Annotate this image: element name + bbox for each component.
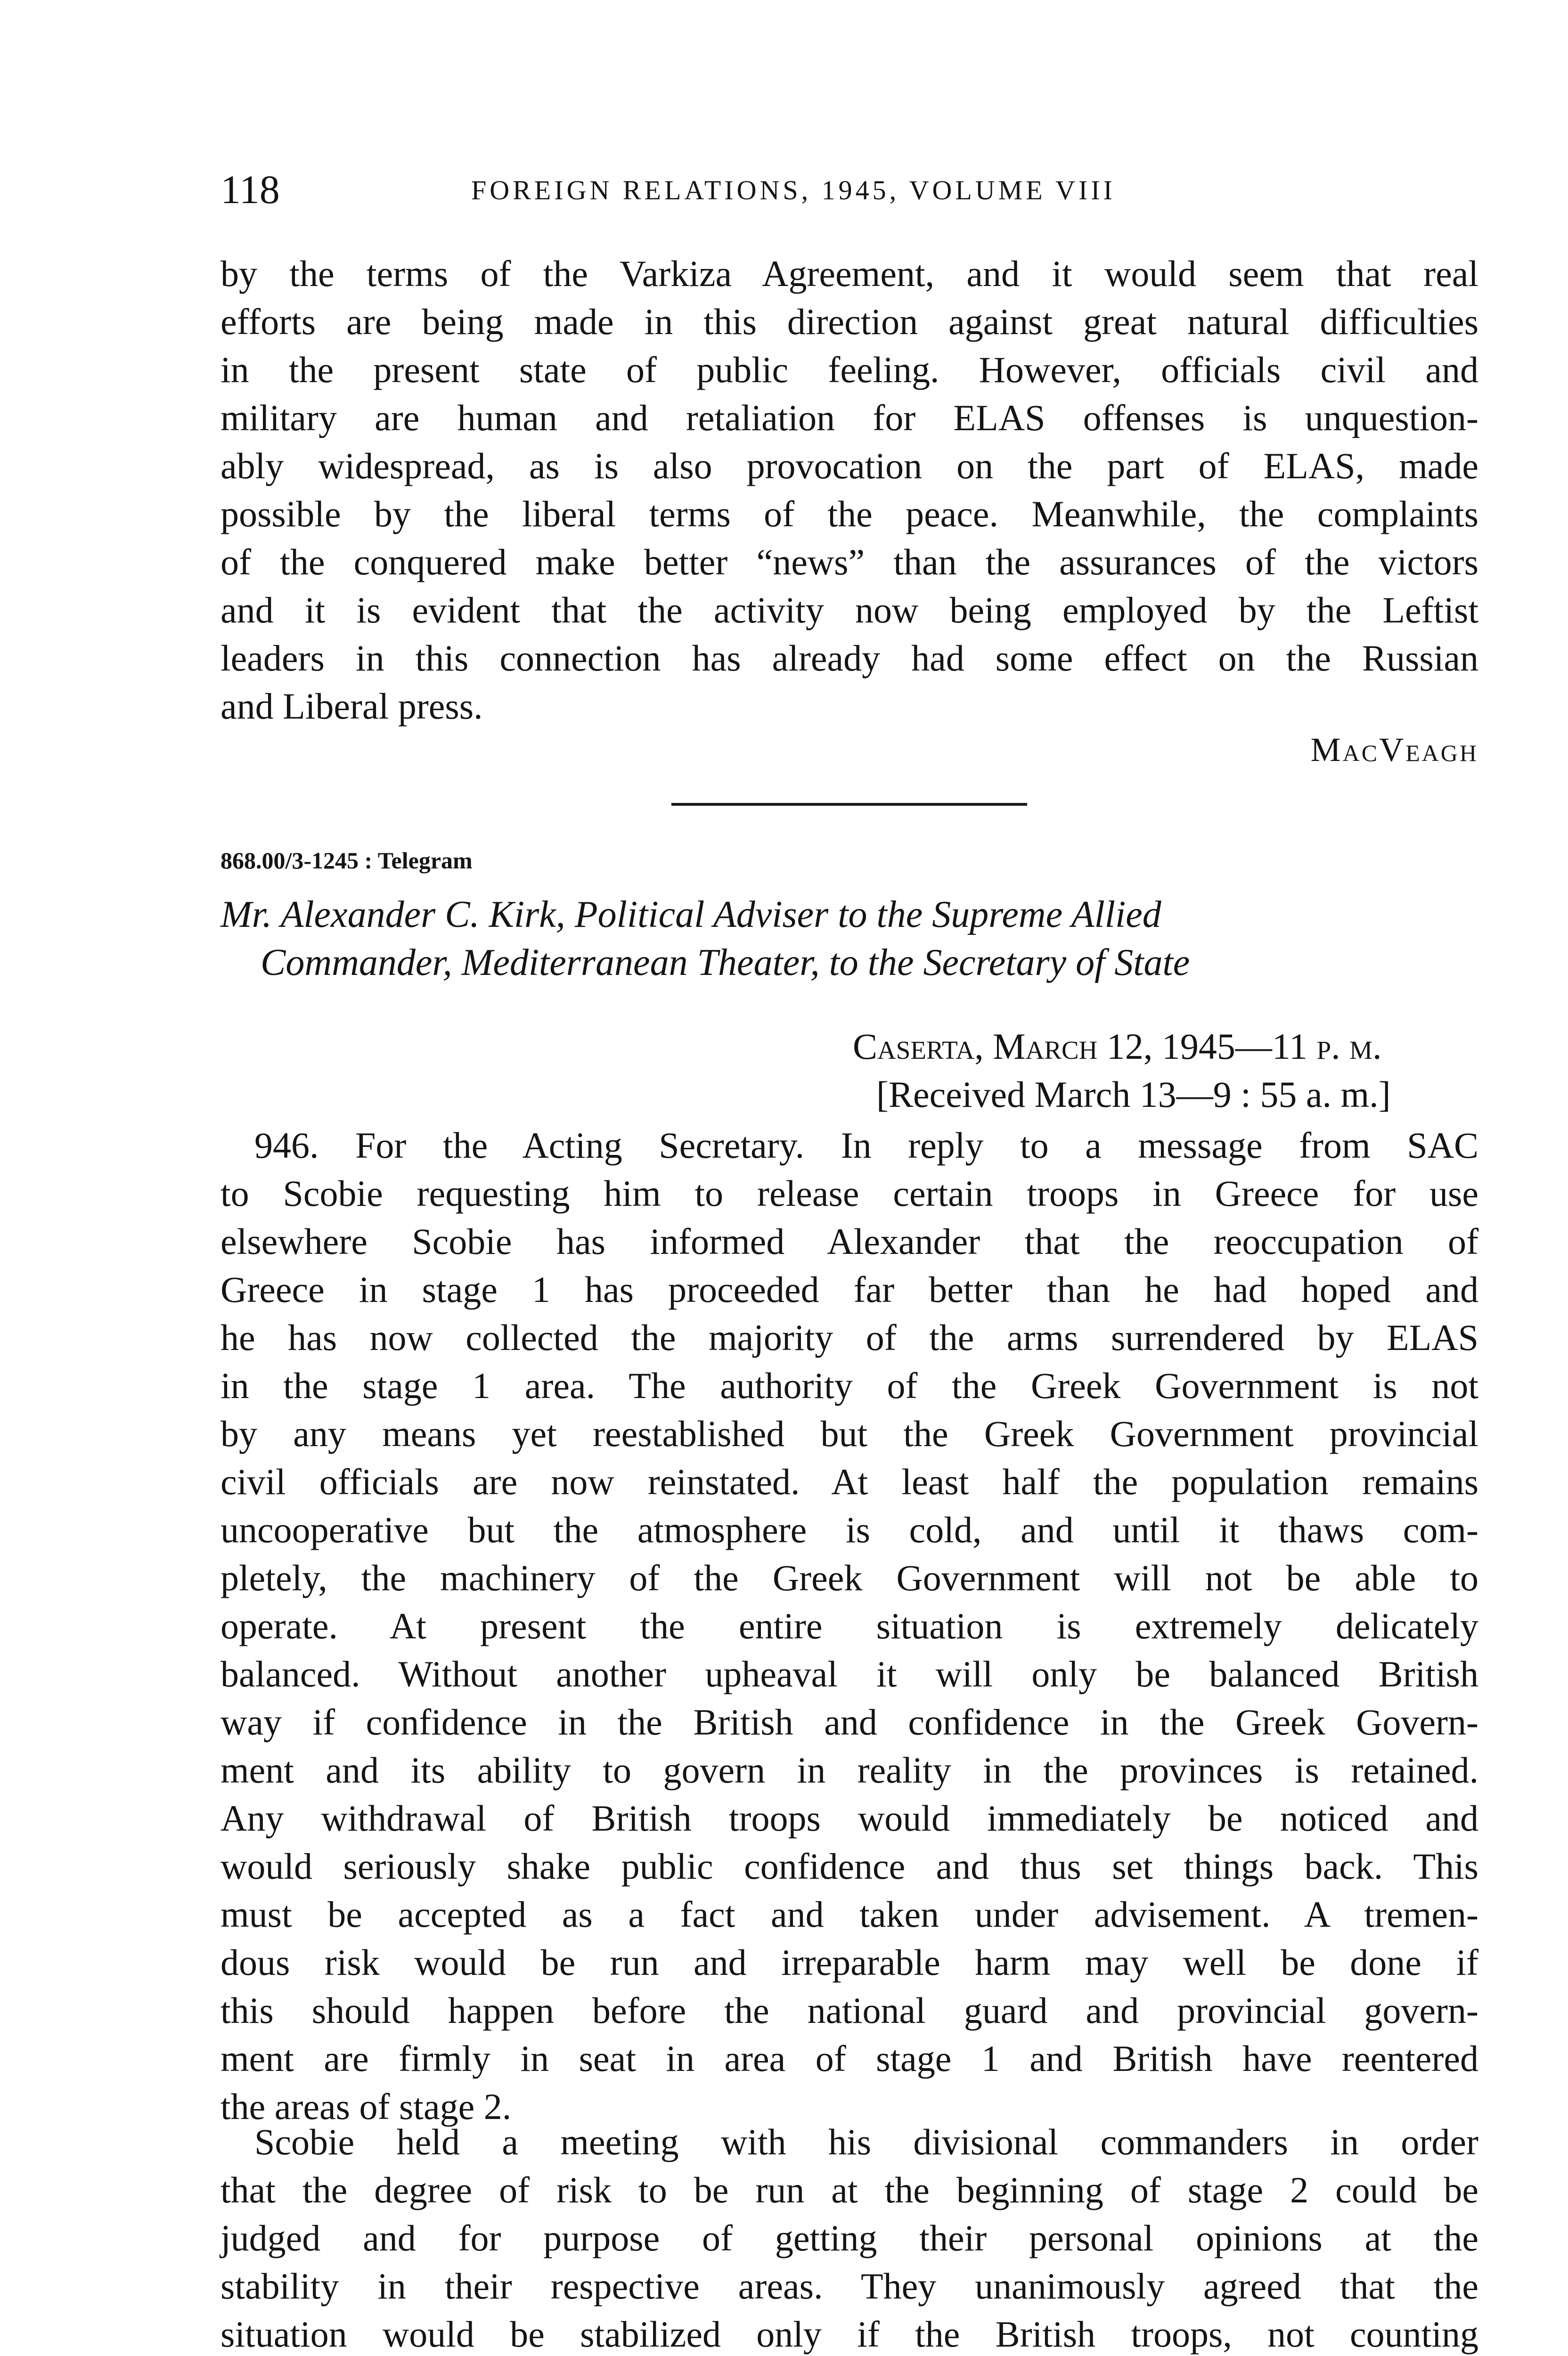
paragraph-line: stability in their respective areas. They unanimously agreed that the — [220, 2266, 1478, 2307]
main-paragraph — [220, 1121, 1478, 2131]
paragraph-line: pletely, the machinery of the Greek Government will not be able to — [220, 1557, 1478, 1598]
dateline: Caserta, March 12, 1945—11 p. m. — [853, 1026, 1382, 1067]
paragraph-line: Greece in stage 1 has proceeded far better than he had hoped and — [220, 1269, 1478, 1310]
paragraph-line: that the degree of risk to be run at the beginning of stage 2 could be — [220, 2169, 1478, 2210]
paragraph-line: ment and its ability to govern in reality in the provinces is retained. — [220, 1750, 1478, 1791]
page-header — [220, 166, 1478, 218]
paragraph-line: uncooperative but the atmosphere is cold, and until it thaws com- — [220, 1509, 1478, 1550]
paragraph-line: military are human and retaliation for ELAS offenses is unquestion- — [220, 397, 1478, 438]
paragraph-line: leaders in this connection has already had some effect on the Russian — [220, 638, 1478, 679]
paragraph-line: dous risk would be run and irreparable harm may well be done if — [220, 1942, 1478, 1983]
title-line: Commander, Mediterranean Theater, to the Secretary of State — [261, 942, 1190, 983]
document-title — [220, 891, 1478, 987]
running-head: FOREIGN RELATIONS, 1945, VOLUME VIII — [471, 175, 1116, 205]
paragraph-line: to Scobie requesting him to release certain troops in Greece for use — [220, 1173, 1478, 1214]
paragraph-line: this should happen before the national guard and provincial govern- — [220, 1990, 1478, 2031]
paragraph-line: Any withdrawal of British troops would immediately be noticed and — [220, 1798, 1478, 1839]
section-divider — [671, 803, 1027, 806]
file-number: 868.00/3-1245 : Telegram — [220, 847, 473, 874]
signature: MacVeagh — [1310, 731, 1478, 769]
paragraph-line: civil officials are now reinstated. At least half the population remains — [220, 1461, 1478, 1502]
paragraph-line: judged and for purpose of getting their personal opinions at the — [220, 2217, 1478, 2258]
continuation-paragraph — [220, 250, 1478, 730]
paragraph-line: he has now collected the majority of the arms surrendered by ELAS — [220, 1317, 1478, 1358]
paragraph-line: the areas of stage 2. — [220, 2086, 512, 2127]
paragraph-line: situation would be stabilized only if the British troops, not counting — [220, 2314, 1478, 2355]
second-paragraph — [220, 2118, 1478, 2356]
paragraph-line: possible by the liberal terms of the peace. Meanwhile, the complaints — [220, 493, 1478, 534]
received-line: [Received March 13—9 : 55 a. m.] — [876, 1074, 1391, 1115]
paragraph-line: would seriously shake public confidence and thus set things back. This — [220, 1846, 1478, 1887]
paragraph-line: of the conquered make better “news” than the assurances of the victors — [220, 541, 1478, 582]
paragraph-line: by any means yet reestablished but the Greek Government provincial — [220, 1413, 1478, 1454]
paragraph-line: 946. For the Acting Secretary. In reply to a message from SAC — [254, 1125, 1478, 1166]
paragraph-line: Scobie held a meeting with his divisional commanders in order — [254, 2121, 1478, 2162]
paragraph-line: operate. At present the entire situation is extremely delicately — [220, 1605, 1478, 1646]
paragraph-line: and it is evident that the activity now being employed by the Leftist — [220, 589, 1478, 630]
paragraph-line: way if confidence in the British and confidence in the Greek Govern- — [220, 1702, 1478, 1742]
paragraph-line: and Liberal press. — [220, 686, 483, 727]
paragraph-line: efforts are being made in this direction against great natural difficulties — [220, 301, 1478, 342]
paragraph-line: must be accepted as a fact and taken under advisement. A tremen- — [220, 1894, 1478, 1935]
title-line: Mr. Alexander C. Kirk, Political Adviser to the Supreme Allied — [220, 894, 1161, 935]
paragraph-line: ably widespread, as is also provocation on the part of ELAS, made — [220, 445, 1478, 486]
paragraph-line: in the present state of public feeling. However, officials civil and — [220, 349, 1478, 390]
paragraph-line: by the terms of the Varkiza Agreement, and it would seem that real — [220, 253, 1478, 294]
paragraph-line: balanced. Without another upheaval it will only be balanced British — [220, 1653, 1478, 1694]
paragraph-line: elsewhere Scobie has informed Alexander that the reoccupation of — [220, 1221, 1478, 1262]
paragraph-line: ment are firmly in seat in area of stage 1 and British have reentered — [220, 2038, 1478, 2079]
paragraph-line: in the stage 1 area. The authority of the Greek Government is not — [220, 1365, 1478, 1406]
page-number: 118 — [220, 167, 280, 212]
